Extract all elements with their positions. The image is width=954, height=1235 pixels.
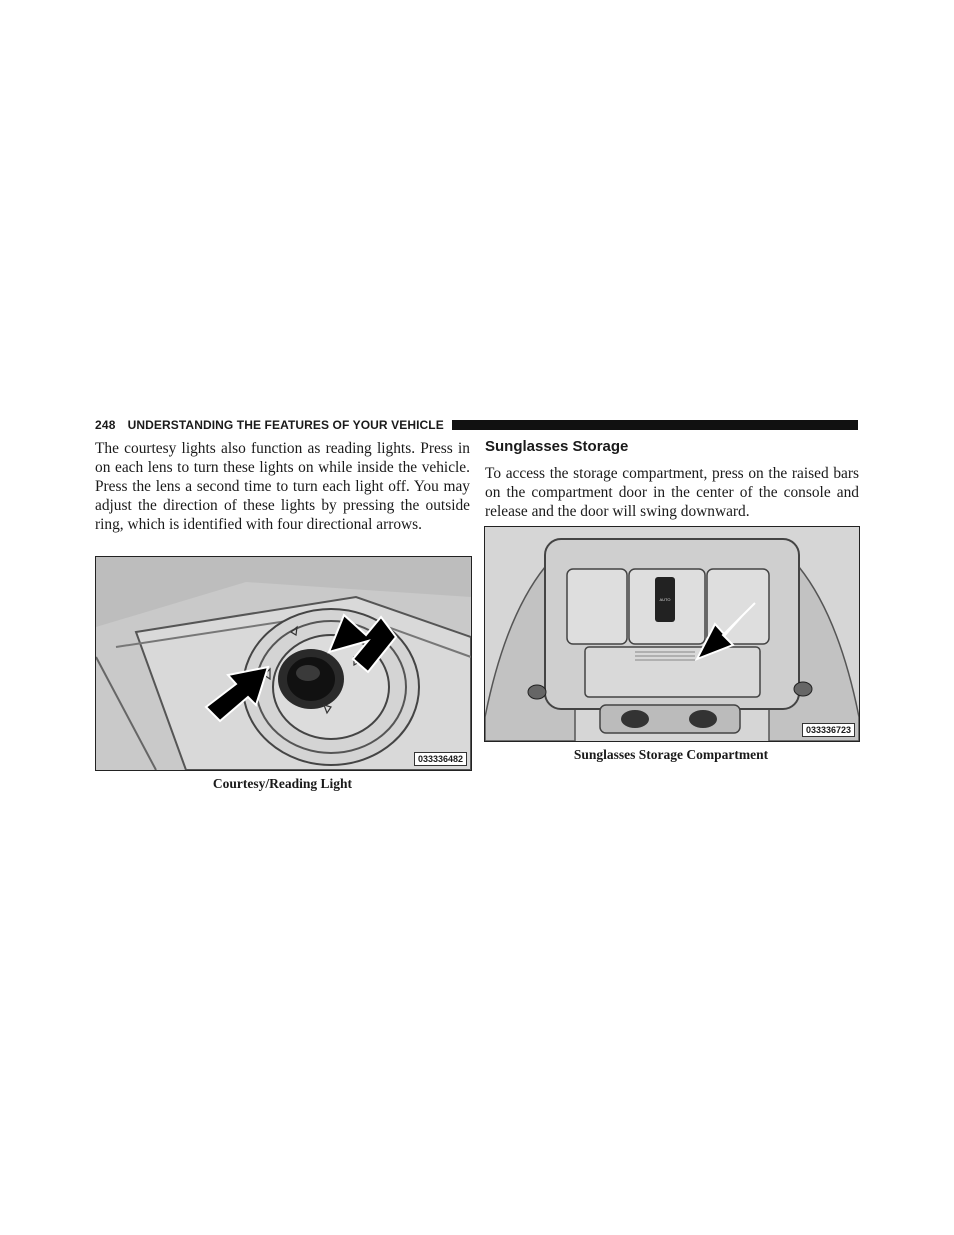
courtesy-light-figure bbox=[95, 556, 472, 771]
figure-id-label: 033336723 bbox=[802, 723, 855, 737]
page-number: 248 bbox=[95, 418, 116, 432]
figure-id-label: 033336482 bbox=[414, 752, 467, 766]
courtesy-light-illustration bbox=[96, 557, 471, 770]
header-rule bbox=[452, 420, 858, 430]
sunglasses-storage-heading: Sunglasses Storage bbox=[485, 438, 629, 455]
figure-caption: Sunglasses Storage Compartment bbox=[573, 747, 769, 762]
section-title: UNDERSTANDING THE FEATURES OF YOUR VEHICLE bbox=[127, 418, 444, 432]
sunglasses-storage-figure bbox=[484, 526, 860, 742]
auto-button-label: AUTO bbox=[659, 597, 671, 602]
page-header bbox=[95, 417, 858, 433]
figure-caption: Courtesy/Reading Light bbox=[212, 776, 353, 791]
courtesy-light-paragraph: The courtesy lights also function as reading lights. Press in on each lens to turn these lights on while inside the vehicle. Press the lens a second time to turn each light off. You may adjust the direction of these lights by pressing the outside ring, which is identified with four directional arrows. bbox=[95, 440, 470, 533]
sunglasses-storage-illustration bbox=[485, 527, 859, 741]
sunglasses-storage-paragraph: To access the storage compartment, press on the raised bars on the compartment door in the center of the console and release and the door will swing downward. bbox=[485, 465, 859, 520]
